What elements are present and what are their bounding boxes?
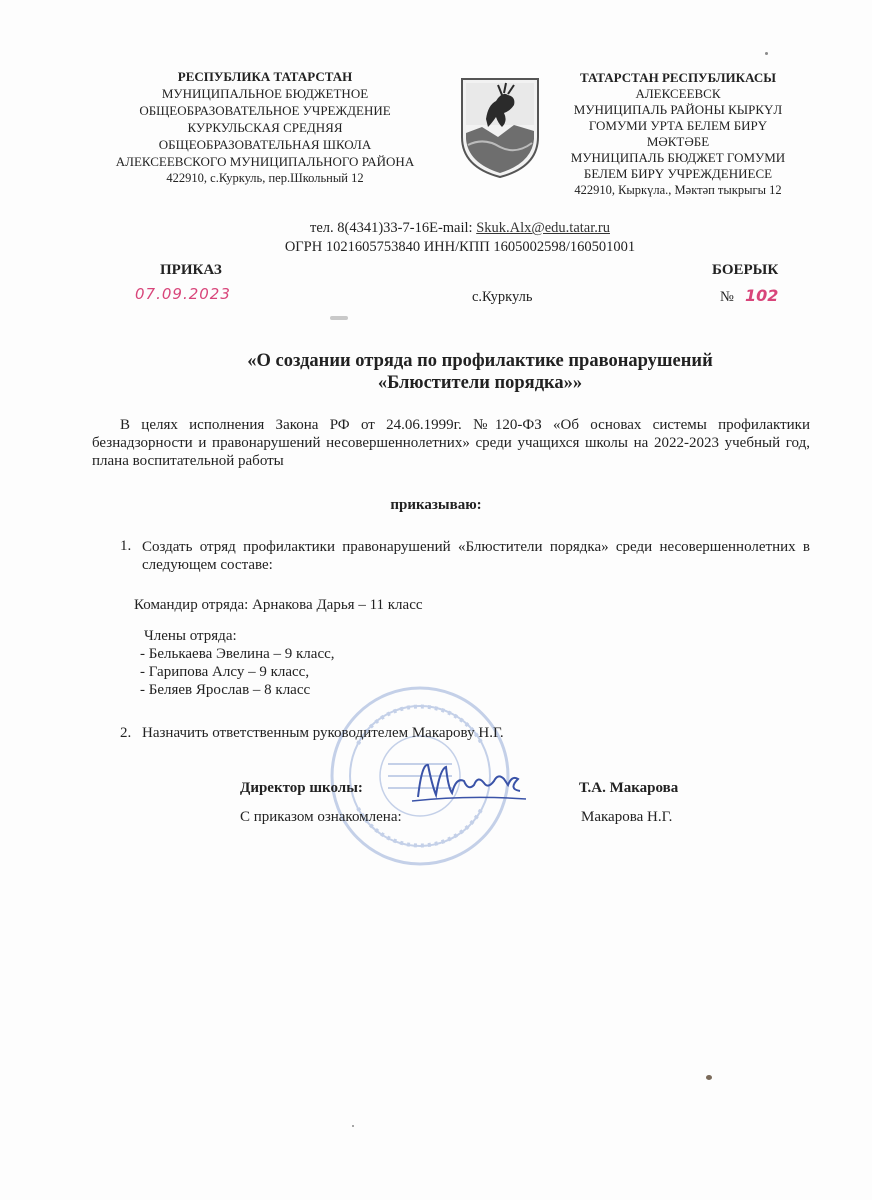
item-number: 2.: [120, 725, 132, 741]
header-left-address: 422910, с.Куркуль, пер.Школьный 12: [166, 171, 364, 185]
scan-speck: [330, 316, 348, 320]
scan-speck: [352, 1125, 354, 1127]
director-name: Т.А. Макарова: [579, 780, 679, 796]
title-line: «Блюстители порядка»»: [377, 373, 583, 393]
order-label-tt: БОЕРЫК: [712, 262, 779, 278]
order-word: приказываю:: [390, 497, 482, 513]
header-left-line: МУНИЦИПАЛЬНОЕ БЮДЖЕТНОЕ: [161, 86, 369, 101]
email-link[interactable]: Skuk.Alx@edu.tatar.ru: [476, 220, 610, 236]
header-right-address: 422910, Кыркүла., Мәктәп тыкрыгы 12: [574, 183, 782, 197]
contacts-block: [190, 219, 730, 257]
item-number: 1.: [120, 538, 132, 554]
header-right-tatar: [553, 70, 803, 198]
contacts-line: [190, 219, 730, 238]
director-label: Директор школы:: [240, 780, 363, 796]
signature-icon: [408, 755, 528, 810]
header-right-line: МӘКТӘБЕ: [646, 134, 710, 149]
district-emblem-icon: [458, 75, 542, 180]
order-label-ru: ПРИКАЗ: [160, 262, 222, 278]
header-left-line: АЛЕКСЕЕВСКОГО МУНИЦИПАЛЬНОГО РАЙОНА: [115, 154, 415, 169]
member-item: - Беляев Ярослав – 8 класс: [140, 682, 311, 698]
header-left-line: ОБЩЕОБРАЗОВАТЕЛЬНАЯ ШКОЛА: [158, 137, 372, 152]
members-block: [140, 627, 335, 699]
header-left-line: РЕСПУБЛИКА ТАТАРСТАН: [177, 69, 353, 84]
registry-numbers: ОГРН 1021605753840 ИНН/КПП 1605002598/160501001: [284, 239, 636, 255]
title-line: «О создании отряда по профилактике правонарушений: [247, 351, 713, 371]
document-title: [140, 350, 820, 394]
acknowledgment-name: Макарова Н.Г.: [581, 809, 673, 825]
commander-line: Командир отряда: Арнакова Дарья – 11 класс: [134, 597, 423, 613]
scan-speck: [706, 1075, 712, 1080]
intro-paragraph: В целях исполнения Закона РФ от 24.06.1999г. №120-ФЗ «Об основах системы профилактики безнадзорности и правонарушений несовершеннолетних» среди учащихся школы на 2022-2023 учебный год, плана воспитательной работы: [92, 417, 810, 469]
order-number-handwritten: 102: [745, 286, 779, 305]
acknowledgment-label: С приказом ознакомлена:: [240, 809, 402, 825]
header-right-line: БЕЛЕМ БИРҮ УЧРЕЖДЕНИЕСЕ: [583, 166, 773, 181]
header-left-line: КУРКУЛЬСКАЯ СРЕДНЯЯ: [187, 120, 343, 135]
header-right-line: МУНИЦИПАЛЬ РАЙОНЫ КЫРКҮЛ: [573, 102, 783, 117]
header-right-line: ТАТАРСТАН РЕСПУБЛИКАСЫ: [580, 70, 776, 85]
header-right-line: АЛЕКСЕЕВСК: [635, 86, 721, 101]
member-item: - Белькаева Эвелина – 9 класс,: [140, 646, 335, 662]
header-left-russian: [95, 68, 435, 187]
order-place: с.Куркуль: [472, 289, 533, 305]
order-date-handwritten: 07.09.2023: [135, 285, 231, 303]
order-number-label: №: [720, 289, 734, 305]
item-text: Назначить ответственным руководителем Макарову Н.Г.: [142, 725, 504, 741]
header-right-line: МУНИЦИПАЛЬ БЮДЖЕТ ГОМУМИ: [570, 150, 786, 165]
header-right-line: ГОМУМИ УРТА БЕЛЕМ БИРҮ: [588, 118, 768, 133]
member-item: - Гарипова Алсу – 9 класс,: [140, 664, 310, 680]
scan-speck: [765, 52, 768, 55]
header-left-line: ОБЩЕОБРАЗОВАТЕЛЬНОЕ УЧРЕЖДЕНИЕ: [139, 103, 391, 118]
phone-text: тел. 8(4341)33-7-16E-mail:: [310, 220, 477, 236]
members-label: Члены отряда:: [144, 628, 237, 644]
item-text: Создать отряд профилактики правонарушений «Блюстители порядка» среди несовершеннолетних в следующем составе:: [142, 539, 810, 573]
